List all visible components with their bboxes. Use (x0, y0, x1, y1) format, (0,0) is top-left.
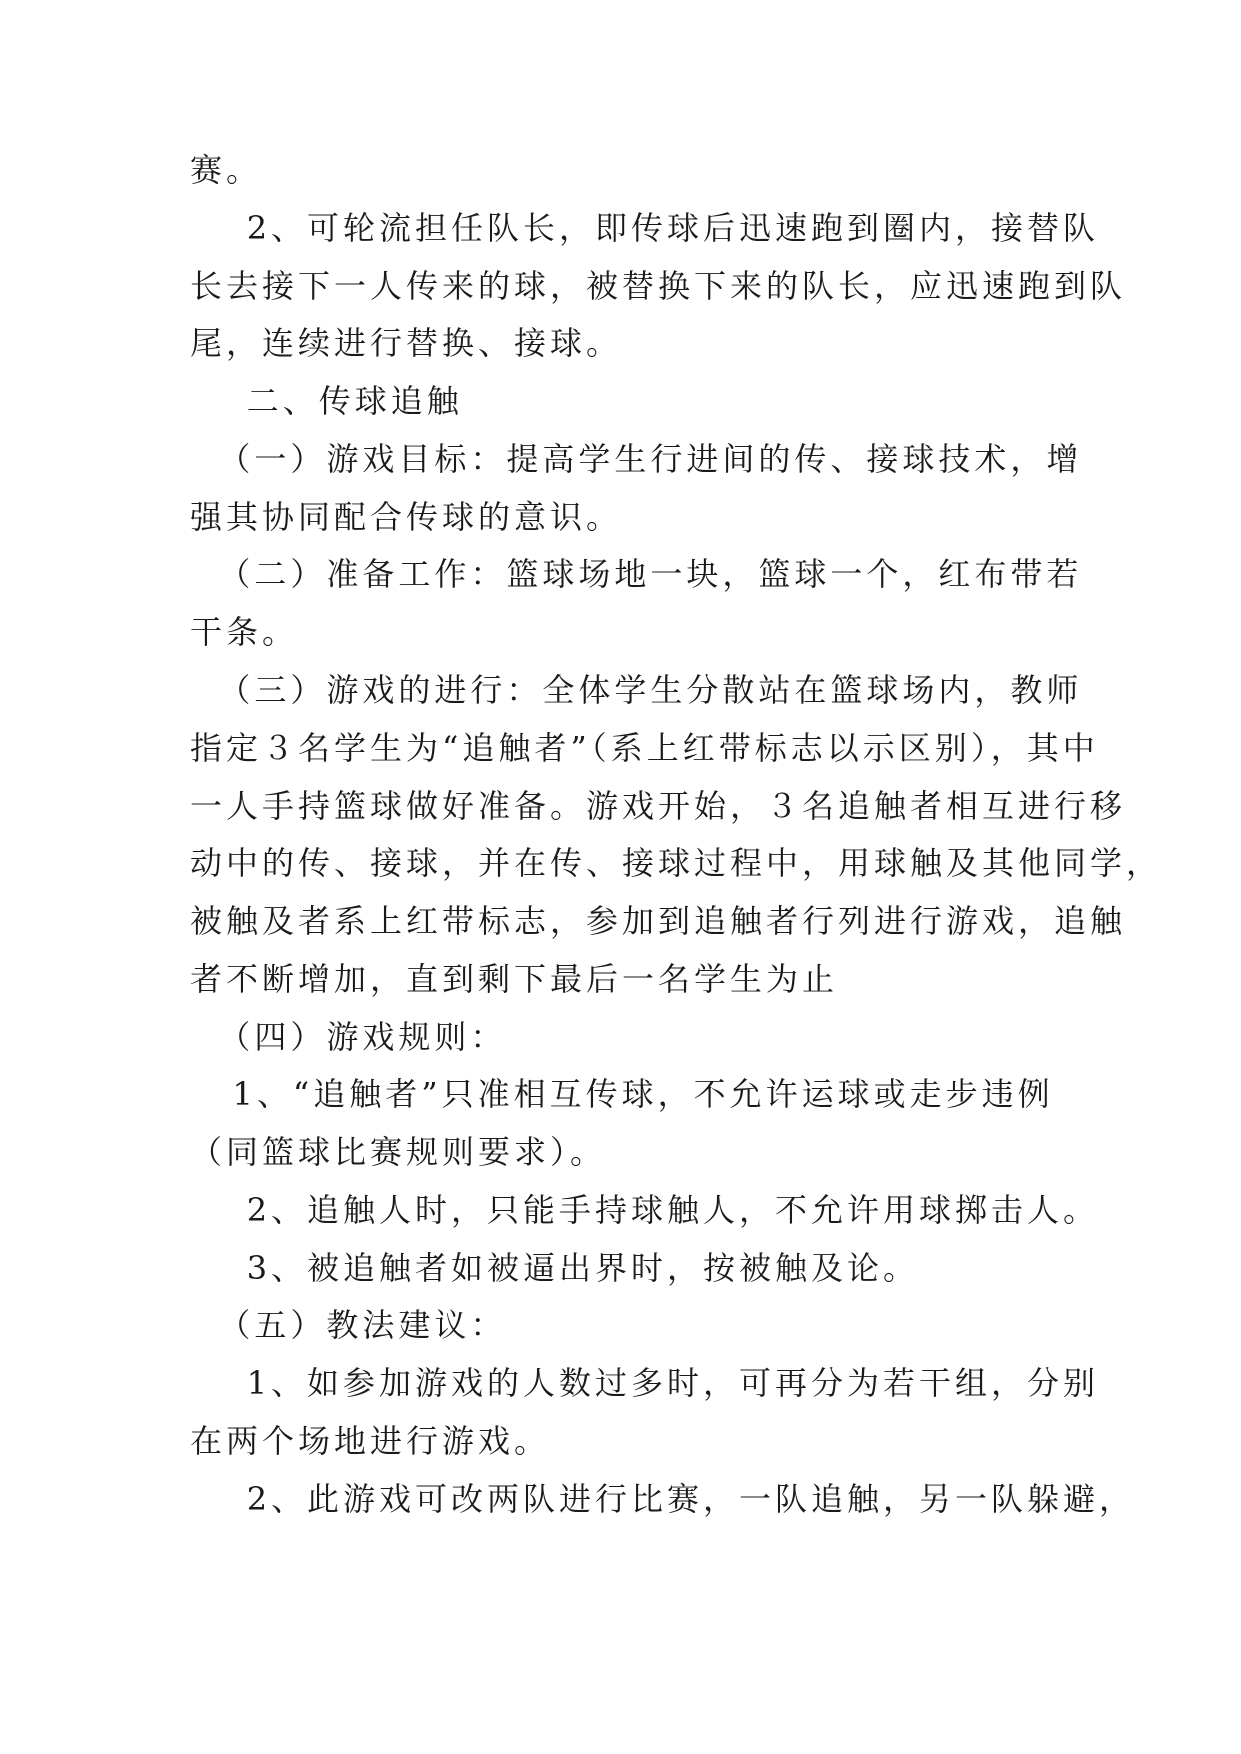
text-line-15: 者不断增加，直到剩下最后一名学生为止 (190, 960, 839, 998)
text-line-6: （一）游戏目标：提高学生行进间的传、接球技术，增 (190, 440, 1083, 478)
text-line-8: （二）准备工作：篮球场地一块，篮球一个，红布带若 (190, 555, 1083, 593)
text-line-17: 1、“追触者”只准相互传球，不允许运球或走步违例 (190, 1075, 1054, 1113)
text-line-4: 尾，连续进行替换、接球。 (190, 324, 623, 362)
text-line-23: 在两个场地进行游戏。 (190, 1422, 551, 1460)
text-line-13: 动中的传、接球，并在传、接球过程中，用球触及其他同学， (190, 844, 1163, 882)
text-line-14: 被触及者系上红带标志，参加到追触者行列进行游戏，追触 (190, 902, 1127, 940)
section-heading: 二、传球追触 (190, 382, 463, 420)
text-line-16: （四）游戏规则： (190, 1018, 507, 1056)
text-line-3: 长去接下一人传来的球，被替换下来的队长，应迅速跑到队 (190, 267, 1127, 305)
text-line-2: 2、可轮流担任队长，即传球后迅速跑到圈内，接替队 (190, 209, 1100, 247)
text-line-22: 1、如参加游戏的人数过多时，可再分为若干组，分别 (190, 1364, 1100, 1402)
text-line-19: 2、追触人时，只能手持球触人，不允许用球掷击人。 (190, 1191, 1100, 1229)
text-line-1: 赛。 (190, 151, 263, 189)
text-line-7: 强其协同配合传球的意识。 (190, 498, 623, 536)
text-line-11: 指定３名学生为“追触者”（系上红带标志以示区别），其中 (190, 729, 1099, 767)
text-line-24: 2、此游戏可改两队进行比赛，一队追触，另一队躲避， (190, 1480, 1136, 1518)
text-line-12: 一人手持篮球做好准备。游戏开始，３名追触者相互进行移 (190, 787, 1127, 825)
text-line-20: 3、被追触者如被逼出界时，按被触及论。 (190, 1249, 920, 1287)
text-line-18: （同篮球比赛规则要求）。 (190, 1133, 607, 1171)
text-line-10: （三）游戏的进行：全体学生分散站在篮球场内，教师 (190, 671, 1083, 709)
text-line-9: 干条。 (190, 613, 299, 651)
text-line-21: （五）教法建议： (190, 1306, 507, 1344)
